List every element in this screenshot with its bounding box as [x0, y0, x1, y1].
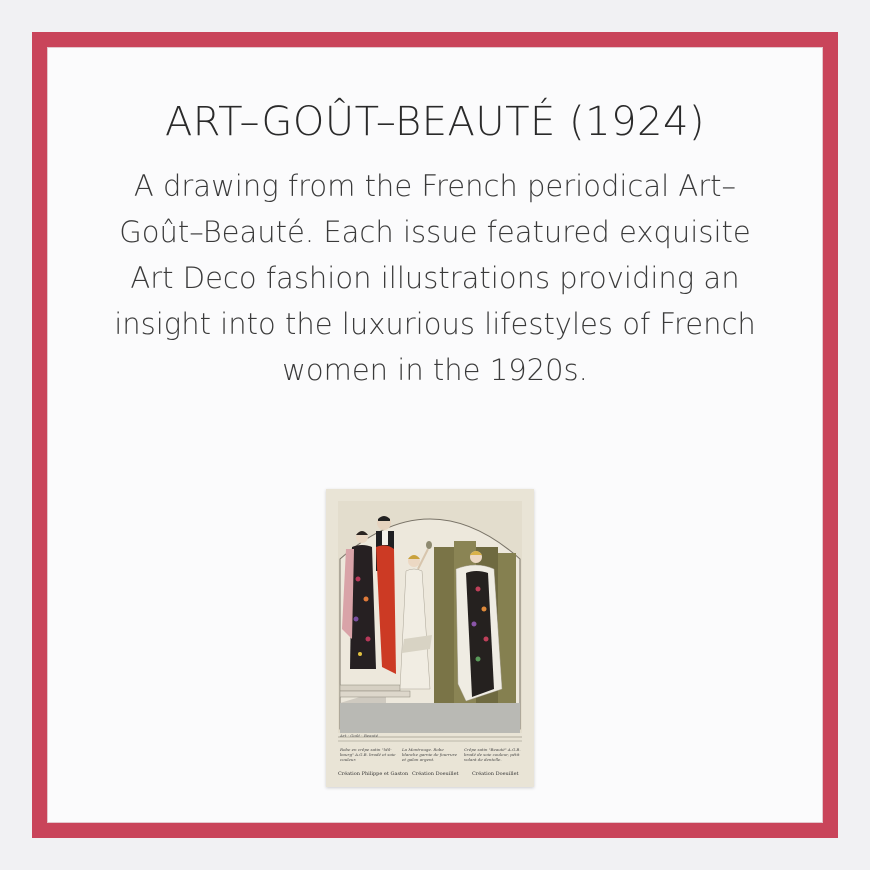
product-card [32, 32, 838, 838]
credit-2: Création Doeuillet [412, 771, 459, 777]
credit-1: Création Philippe et Gaston [338, 771, 409, 777]
plate-title: Art · Goût · Beauté [340, 733, 379, 738]
fashion-illustration [326, 489, 534, 787]
card-title: ART–GOÛT–BEAUTÉ (1924) [164, 99, 706, 145]
illustration-artwork [326, 489, 534, 787]
caption-3: Crêpe satin "Beauté" A.G.B. brodé de soie couleur, pétit volant de dentelle. [464, 747, 521, 762]
caption-1: Robe en crêpe satin "Mil-bourg" A.G.B. brodé et soie couleur. [340, 747, 396, 762]
card-description: A drawing from the French periodical Art–Goût–Beauté. Each issue featured exquisite Art Deco fashion illustrations providing an insight into the luxurious lifestyles of French women in the 1920s. [114, 169, 756, 387]
credit-3: Création Doeuillet [472, 771, 519, 777]
caption-2: La Montrouge. Robe blanche garnie de fourrure et galon argent. [402, 747, 457, 762]
